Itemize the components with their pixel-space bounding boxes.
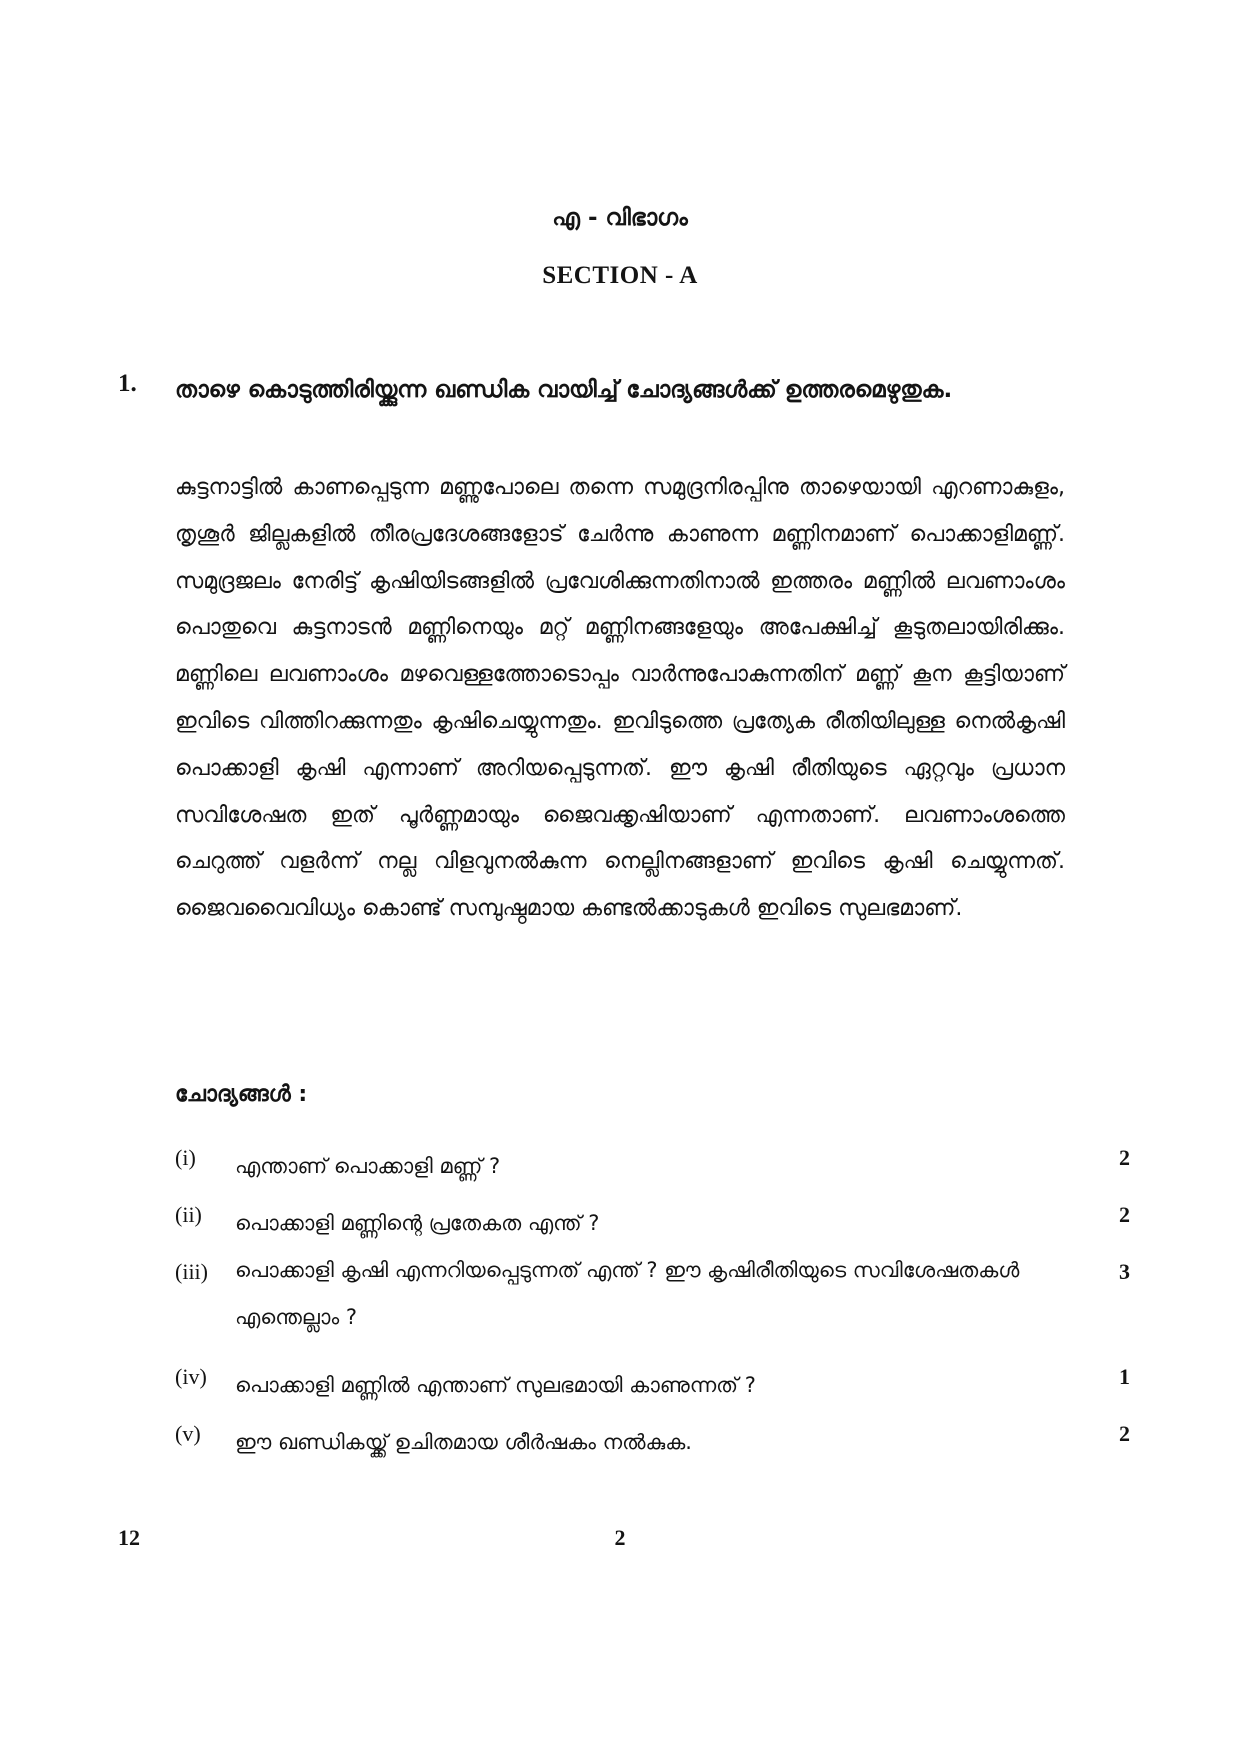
sub-question-text: എന്താണ് പൊക്കാളി മണ്ണ് ? xyxy=(235,1154,501,1178)
questions-heading: ചോദ്യങ്ങൾ : xyxy=(175,1082,308,1107)
sub-question-marks: 3 xyxy=(1119,1259,1130,1284)
sub-question-number: (i) xyxy=(175,1145,196,1170)
sub-question-number: (iii) xyxy=(175,1259,208,1284)
sub-question-marks: 2 xyxy=(1119,1202,1130,1227)
section-title-english: SECTION - A xyxy=(542,262,698,289)
sub-question-text: പൊക്കാളി കൃഷി എന്നറിയപ്പെടുന്നത് എന്ത് ? ഈ കൃഷിരീതിയുടെ സവിശേഷതകൾ എന്തെല്ലാം ? xyxy=(235,1258,1020,1329)
sub-question-text: പൊക്കാളി മണ്ണിൽ എന്താണ് സുലഭമായി കാണുന്നത് ? xyxy=(235,1373,756,1397)
sub-question-marks: 2 xyxy=(1119,1145,1130,1170)
sub-question-number: (v) xyxy=(175,1421,201,1446)
sub-question-number: (iv) xyxy=(175,1364,207,1389)
sub-question-number: (ii) xyxy=(175,1202,202,1227)
question-number: 1. xyxy=(118,370,137,397)
section-title-malayalam: എ - വിഭാഗം xyxy=(552,205,688,231)
page-number: 2 xyxy=(614,1525,626,1550)
sub-question-marks: 1 xyxy=(1119,1364,1130,1389)
sub-question-marks: 2 xyxy=(1119,1421,1130,1446)
paper-code: 12 xyxy=(118,1525,140,1550)
sub-question-text: പൊക്കാളി മണ്ണിന്റെ പ്രതേകത എന്ത് ? xyxy=(235,1211,600,1235)
sub-question-text: ഈ ഖണ്ഡികയ്ക്ക് ഉചിതമായ ശീർഷകം നൽകുക. xyxy=(235,1430,692,1454)
passage-text: കുട്ടനാട്ടിൽ കാണപ്പെടുന്ന മണ്ണുപോലെ തന്നെ സമുദ്രനിരപ്പിനു താഴെയായി എറണാകുളം, തൃശൂർ ജില്ലകളിൽ തീരപ്രദേശങ്ങളോട് ചേർന്നു കാണുന്ന മണ്ണിനമാണ് പൊക്കാളിമണ്ണ്. സമുദ്രജലം നേരിട്ട് കൃഷിയിടങ്ങളിൽ പ്രവേശിക്കുന്നതിനാൽ ഇത്തരം മണ്ണിൽ ലവണാംശം പൊതുവെ കുട്ടനാടൻ മണ്ണിനെയും മറ്റ് മണ്ണിനങ്ങളേയും അപേക്ഷിച്ച് കൂടുതലായിരിക്കും. മണ്ണിലെ ലവണാംശം മഴവെള്ളത്തോടൊപ്പം വാർന്നുപോകുന്നതിന് മണ്ണ് കൂന കൂട്ടിയാണ് ഇവിടെ വിത്തിറക്കുന്നതും കൃഷിചെയ്യുന്നതും. ഇവിടുത്തെ പ്രത്യേക രീതിയിലുള്ള നെൽകൃഷി പൊക്കാളി കൃഷി എന്നാണ് അറിയപ്പെടുന്നത്. ഈ കൃഷി രീതിയുടെ ഏറ്റവും പ്രധാന സവിശേഷത ഇത് പൂർണ്ണമായും ജൈവക്കൃഷിയാണ് എന്നതാണ്. ലവണാംശത്തെ ചെറുത്ത് വളർന്ന് നല്ല വിളവുനൽകുന്ന നെല്ലിനങ്ങളാണ് ഇവിടെ കൃഷി ചെയ്യുന്നത്. ജൈവവൈവിധ്യം കൊണ്ട് സമ്പുഷ്ഠമായ കണ്ടൽക്കാടുകൾ ഇവിടെ സുലഭമാണ്. xyxy=(175,475,1065,922)
question-instruction: താഴെ കൊടുത്തിരിയ്ക്കുന്ന ഖണ്ഡിക വായിച്ച് ചോദ്യങ്ങൾക്ക് ഉത്തരമെഴുതുക. xyxy=(175,377,953,403)
